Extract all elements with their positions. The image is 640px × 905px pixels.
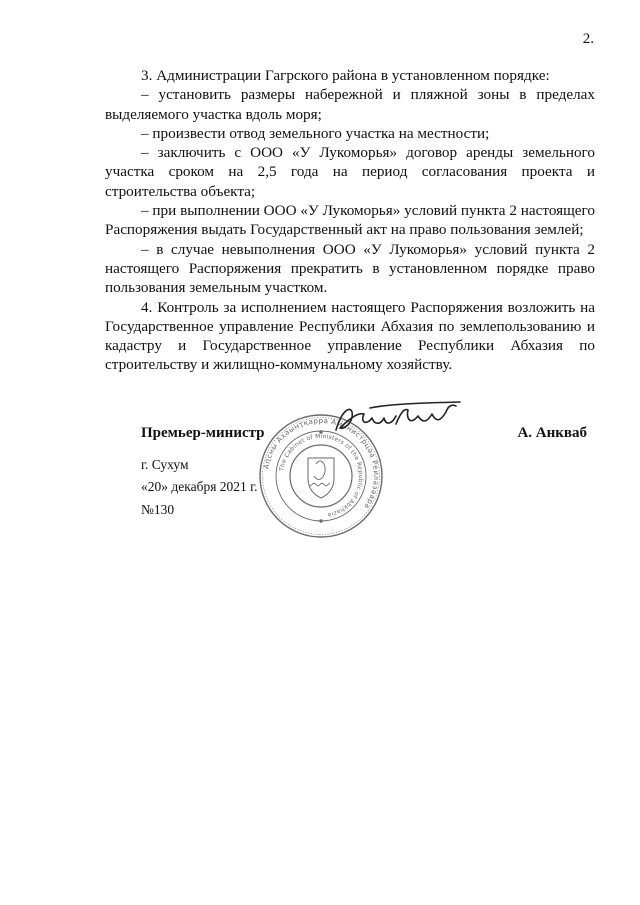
- seal-outer-text: Аԥсны Аҳәынҭқарра Аминистрцәа Реилазаара: [261, 415, 382, 511]
- seal-inner-text: The Cabinet of Ministers of the Republic of Abkhazia: [278, 432, 365, 519]
- issue-date: «20» декабря 2021 г.: [141, 479, 258, 494]
- paragraph-3-item-5: – в случае невыполнения ООО «У Лукоморья» условий пункта 2 настоящего Распоряжения прекратить в установленном порядке право пользования земельным участком.: [105, 240, 595, 297]
- paragraph-3-item-3: – заключить с ООО «У Лукоморья» договор аренды земельного участка сроком на 2,5 года на период согласования проекта и строительства объекта;: [105, 144, 595, 200]
- document-number: №130: [141, 502, 175, 517]
- paragraph-3-item-2: – произвести отвод земельного участка на местности;: [141, 124, 490, 142]
- signatory-title: Премьер-министр: [141, 425, 265, 441]
- page-number: 2.: [582, 31, 594, 47]
- decree-body: [105, 66, 595, 375]
- signatory-name: А. Анкваб: [517, 425, 587, 441]
- paragraph-3-item-1: – установить размеры набережной и пляжной зоны в пределах выделяемого участка вдоль моря;: [105, 86, 595, 123]
- paragraph-3: 3. Администрации Гагрского района в установленном порядке:: [141, 67, 550, 84]
- paragraph-4: 4. Контроль за исполнением настоящего Распоряжения возложить на Государственное управление Республики Абхазия по землепользованию и кадастру и Государственное управление Республики Абхазия по строительству и жилищно-коммунальному хозяйству.: [105, 298, 595, 374]
- issue-place: г. Сухум: [141, 457, 189, 472]
- svg-text:The Cabinet of Ministers of th: [278, 433, 364, 519]
- paragraph-3-item-4: – при выполнении ООО «У Лукоморья» условий пункта 2 настоящего Распоряжения выдать Государственный акт на право пользования землей;: [105, 202, 595, 239]
- handwritten-signature-icon: [330, 400, 470, 440]
